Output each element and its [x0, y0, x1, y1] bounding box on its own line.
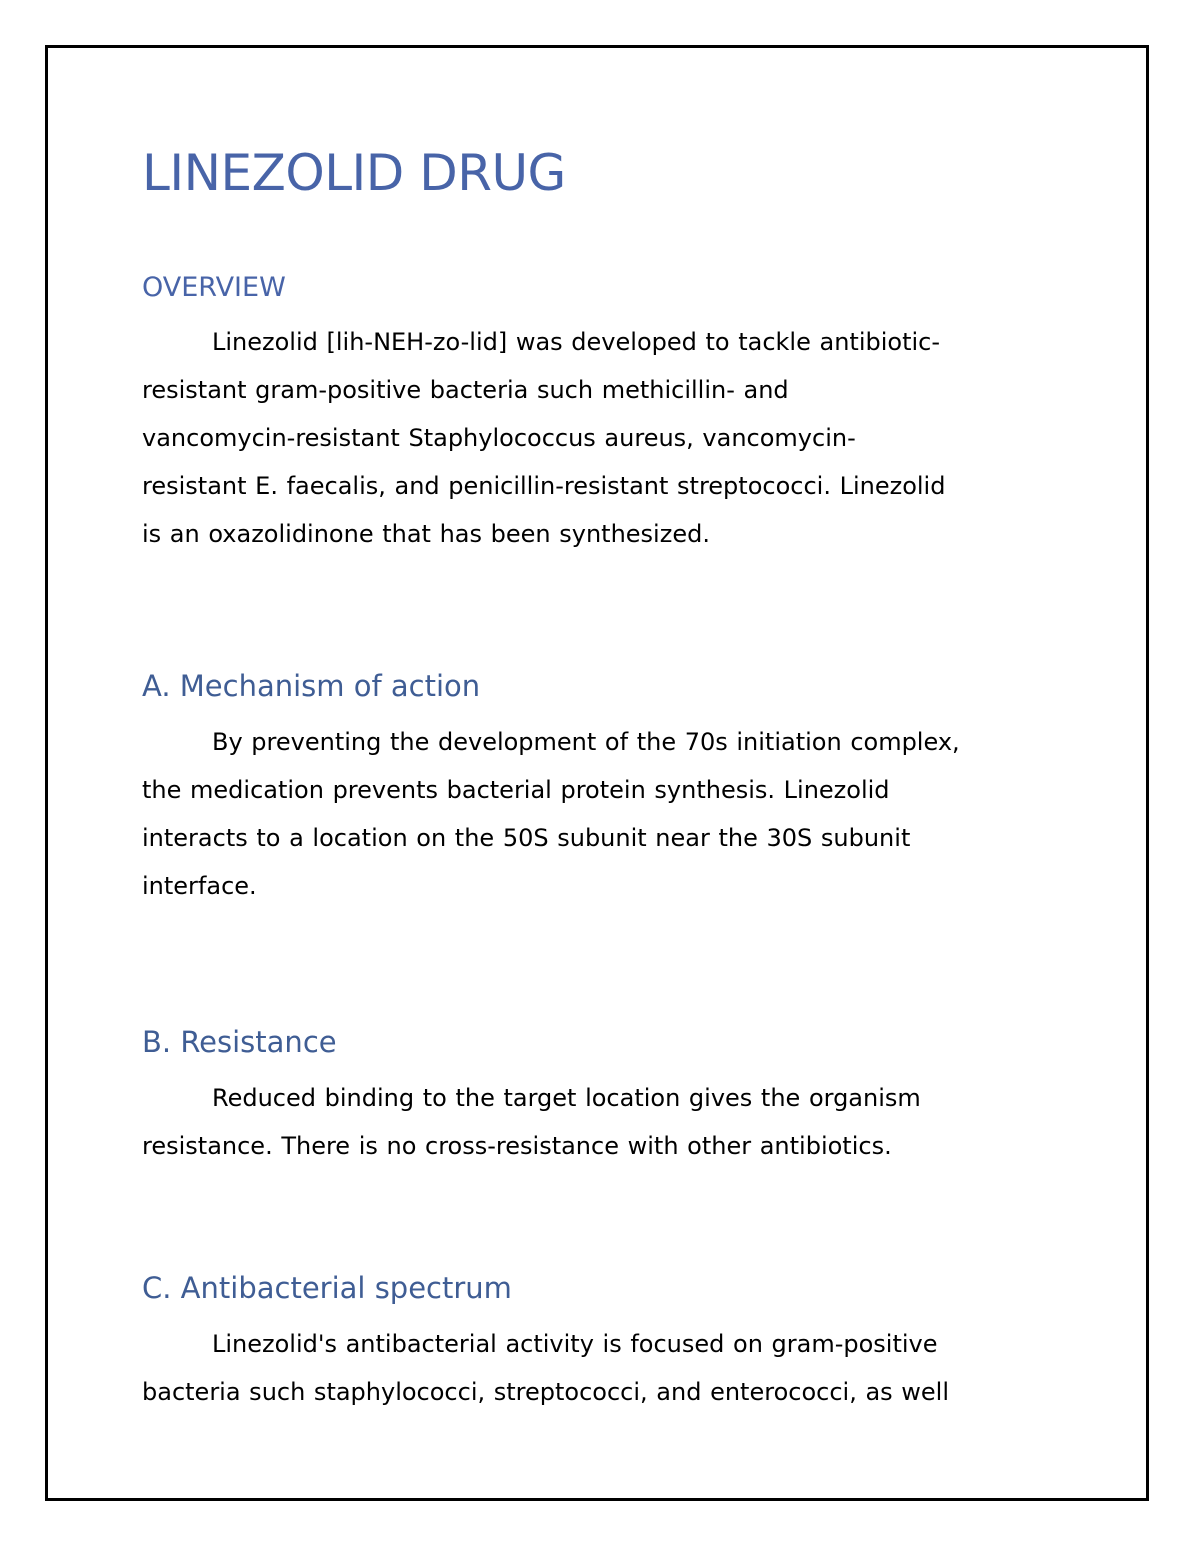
- paragraph-line: interface.: [142, 872, 257, 900]
- paragraph-line: interacts to a location on the 50S subunit near the 30S subunit: [142, 824, 911, 852]
- document-content: [142, 140, 1072, 1416]
- paragraph-line: resistant E. faecalis, and penicillin-resistant streptococci. Linezolid: [142, 472, 946, 500]
- paragraph-line: By preventing the development of the 70s initiation complex,: [212, 728, 960, 756]
- paragraph-line: Reduced binding to the target location gives the organism: [212, 1084, 921, 1112]
- section-heading-spectrum: C. Antibacterial spectrum: [142, 1271, 512, 1305]
- paragraph-line: the medication prevents bacterial protein synthesis. Linezolid: [142, 776, 890, 804]
- mechanism-paragraph: [142, 718, 1072, 910]
- paragraph-line: Linezolid's antibacterial activity is focused on gram-positive: [212, 1330, 938, 1358]
- paragraph-line: resistance. There is no cross-resistance with other antibiotics.: [142, 1132, 892, 1160]
- resistance-paragraph: [142, 1074, 1072, 1170]
- spectrum-paragraph: [142, 1320, 1072, 1416]
- document-title: LINEZOLID DRUG: [142, 144, 566, 202]
- paragraph-line: bacteria such staphylococci, streptococci, and enterococci, as well: [142, 1378, 950, 1406]
- paragraph-line: resistant gram-positive bacteria such methicillin- and: [142, 376, 789, 404]
- overview-paragraph: [142, 318, 1072, 558]
- paragraph-line: vancomycin-resistant Staphylococcus aureus, vancomycin-: [142, 424, 856, 452]
- overview-heading: OVERVIEW: [142, 272, 286, 303]
- paragraph-line: is an oxazolidinone that has been synthesized.: [142, 520, 710, 548]
- section-heading-resistance: B. Resistance: [142, 1025, 337, 1059]
- section-heading-mechanism: A. Mechanism of action: [142, 669, 481, 703]
- paragraph-line: Linezolid [lih-NEH-zo-lid] was developed to tackle antibiotic-: [212, 328, 941, 356]
